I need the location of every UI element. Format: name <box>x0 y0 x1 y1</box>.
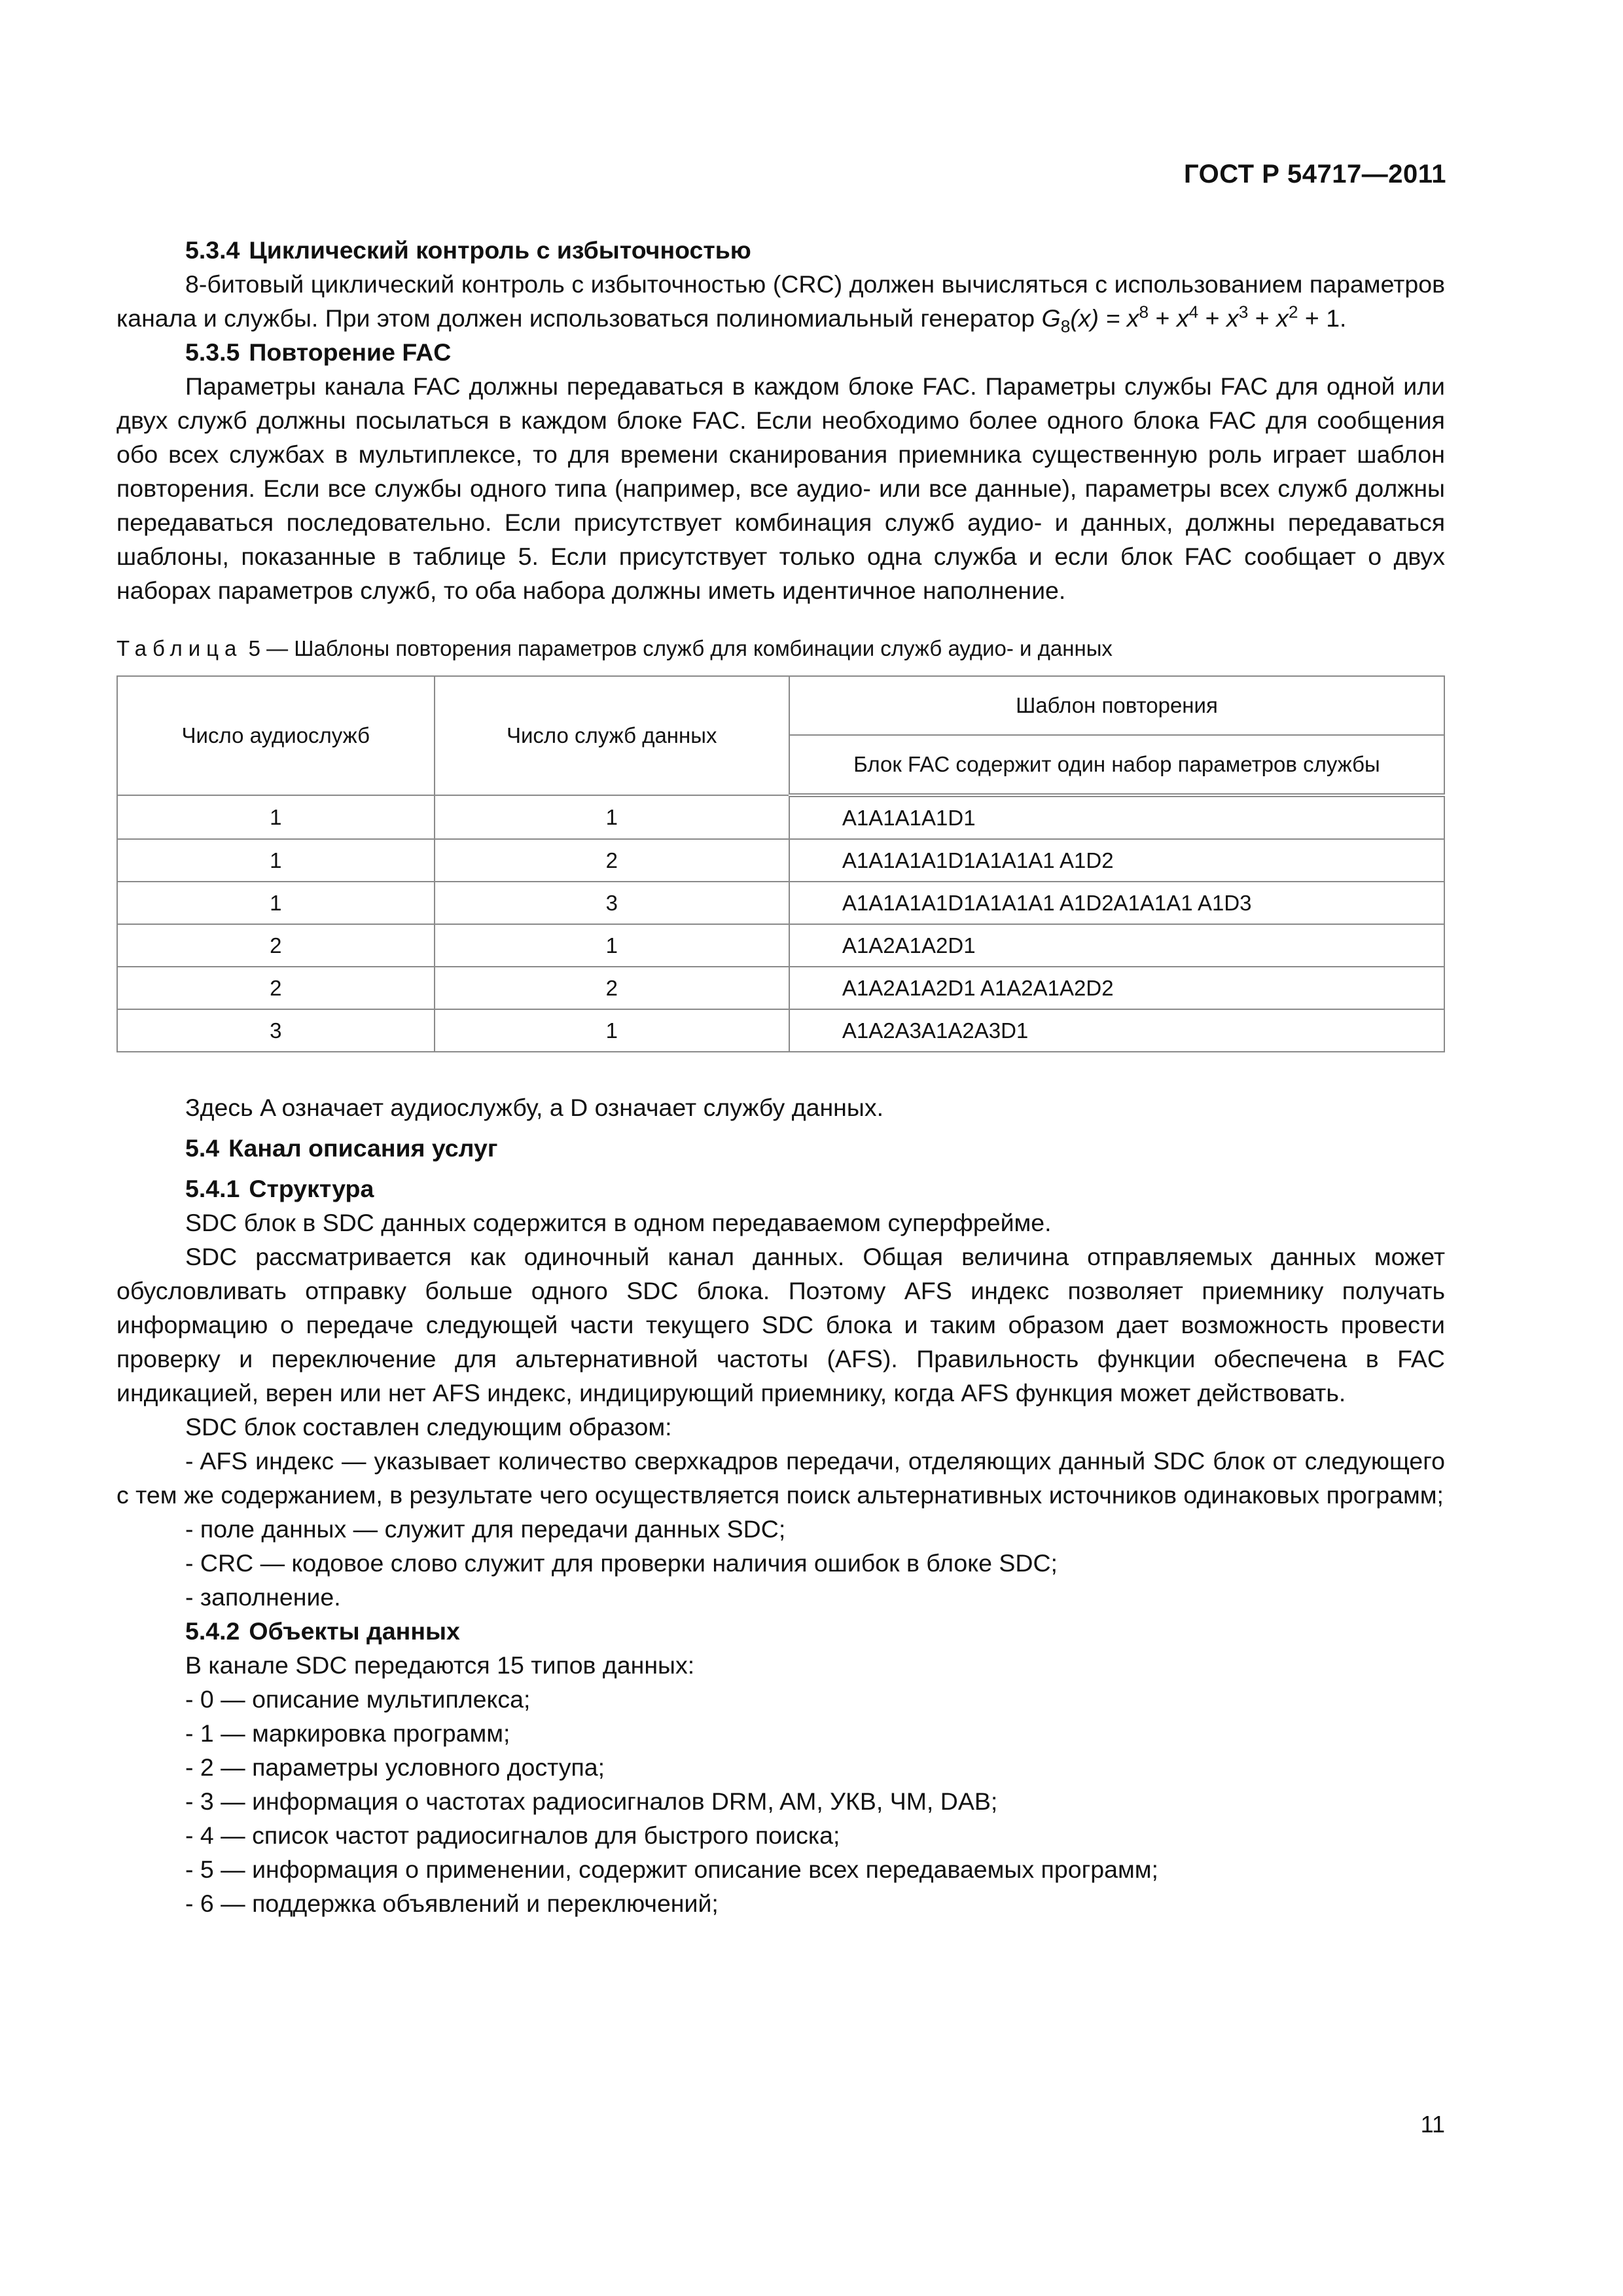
section-number: 5.4.2 <box>185 1617 240 1645</box>
cell-audio-count: 3 <box>117 1009 435 1052</box>
paragraph-data-types-intro: В канале SDC передаются 15 типов данных: <box>185 1651 695 1679</box>
section-heading-5-3-4 <box>116 233 1445 267</box>
cell-audio-count: 1 <box>117 795 435 839</box>
cell-data-count: 1 <box>435 795 789 839</box>
table-row <box>117 795 1444 839</box>
table-row <box>117 839 1444 882</box>
paragraph-fac-repetition: Параметры канала FAC должны передаваться в каждом блоке FAC. Параметры службы FAC для одной или двух служб должны посылаться в каждом блоке FAC. Если необходимо более одного блока FAC для сообщения обо всех службах в мультиплексе, то для времени сканирования приемника существенную роль играет шаблон повторения. Если все службы одного типа (например, все аудио- или все данные), параметры всех служб должны передаваться последовательно. Если присутствует комбинация служб аудио- и данных, должны передаваться шаблоны, показанные в таблице 5. Если присутствует только одна служба и если блок FAC сообщает о двух наборах параметров служб, то оба набора должны иметь идентичное наполнение. <box>116 372 1445 604</box>
column-header-pattern: Шаблон повторения <box>789 676 1444 735</box>
cell-data-count: 3 <box>435 882 789 924</box>
list-item: - заполнение. <box>185 1583 341 1611</box>
section-heading-5-3-5 <box>116 335 1445 369</box>
standard-designation: ГОСТ Р 54717—2011 <box>1184 160 1446 188</box>
section-heading-5-4-1 <box>116 1172 1445 1206</box>
section-title: Повторение FAC <box>249 338 452 366</box>
list-item: - 6 — поддержка объявлений и переключений; <box>185 1890 719 1917</box>
paragraph-sdc-composition: SDC блок составлен следующим образом: <box>185 1413 672 1441</box>
list-item: - 4 — список частот радиосигналов для быстрого поиска; <box>185 1821 840 1849</box>
column-subheader-pattern: Блок FAC содержит один набор параметров службы <box>789 735 1444 795</box>
cell-audio-count: 1 <box>117 839 435 882</box>
polynomial-formula: $G_8(x) = x^8 + x^4 + x^3 + x^2 + 1$. <box>1041 302 1347 336</box>
post-table-content <box>116 1090 1445 1920</box>
section-title: Канал описания услуг <box>228 1134 498 1162</box>
cell-pattern: A1A1A1A1D1A1A1A1 A1D2A1A1A1 A1D3 <box>789 882 1444 924</box>
page-number: 11 <box>1420 2111 1445 2138</box>
list-item: - 1 — маркировка программ; <box>185 1719 510 1747</box>
table-row <box>117 924 1444 967</box>
paragraph-crc <box>116 267 1445 335</box>
section-title: Структура <box>249 1175 374 1202</box>
table-row <box>117 967 1444 1009</box>
cell-pattern: A1A1A1A1D1A1A1A1 A1D2 <box>789 839 1444 882</box>
table-caption-number: 5 <box>248 636 260 660</box>
list-item: - AFS индекс — указывает количество сверхкадров передачи, отделяющих данный SDC блок от следующего с тем же содержанием, в результате чего осуществляется поиск альтернативных источников одинаковых программ; <box>116 1447 1445 1509</box>
list-item: - 0 — описание мультиплекса; <box>185 1685 531 1713</box>
column-header-audio: Число аудиослужб <box>117 676 435 795</box>
section-heading-5-4 <box>116 1131 1445 1165</box>
list-item: - CRC — кодовое слово служит для проверки наличия ошибок в блоке SDC; <box>185 1549 1058 1577</box>
cell-data-count: 1 <box>435 1009 789 1052</box>
cell-pattern: A1A1A1A1D1 <box>789 795 1444 839</box>
cell-audio-count: 1 <box>117 882 435 924</box>
paragraph-sdc-channel: SDC рассматривается как одиночный канал данных. Общая величина отправляемых данных может обусловливать отправку больше одного SDC блока. Поэтому AFS индекс позволяет приемнику получать информацию о передаче следующей части текущего SDC блока и таким образом дает возможность провести проверку и переключение для альтернативной частоты (AFS). Правильность функции обеспечена в FAC индикацией, верен или нет AFS индекс, индицирующий приемнику, когда AFS функция может действовать. <box>116 1243 1445 1407</box>
column-header-data: Число служб данных <box>435 676 789 795</box>
section-heading-5-4-2 <box>116 1614 1445 1648</box>
cell-pattern: A1A2A1A2D1 <box>789 924 1444 967</box>
list-item: - поле данных — служит для передачи данных SDC; <box>185 1515 786 1543</box>
table-row <box>117 1009 1444 1052</box>
cell-data-count: 2 <box>435 967 789 1009</box>
section-number: 5.3.5 <box>185 338 240 366</box>
paragraph-sdc-block: SDC блок в SDC данных содержится в одном передаваемом суперфрейме. <box>185 1209 1052 1236</box>
repetition-patterns-table <box>116 675 1445 1052</box>
cell-data-count: 1 <box>435 924 789 967</box>
table-note: Здесь A означает аудиослужбу, а D означает службу данных. <box>185 1094 883 1121</box>
page-content <box>116 233 1445 1920</box>
section-title: Циклический контроль с избыточностью <box>249 236 751 264</box>
list-item: - 5 — информация о применении, содержит описание всех передаваемых программ; <box>185 1856 1158 1883</box>
section-number: 5.4 <box>185 1134 220 1162</box>
paragraph-text: 8-битовый циклический контроль с избыточностью (CRC) должен вычисляться с использованием параметров канала и службы. При этом должен использоваться полиномиальный генератор <box>116 270 1445 332</box>
cell-pattern: A1A2A3A1A2A3D1 <box>789 1009 1444 1052</box>
table-caption-text: — Шаблоны повторения параметров служб для комбинации служб аудио- и данных <box>266 636 1113 660</box>
table-caption-label: Таблица <box>116 636 243 660</box>
list-item: - 3 — информация о частотах радиосигналов DRM, AM, УКВ, ЧМ, DAB; <box>185 1787 998 1815</box>
table-row <box>117 882 1444 924</box>
cell-audio-count: 2 <box>117 924 435 967</box>
section-number: 5.4.1 <box>185 1175 240 1202</box>
section-number: 5.3.4 <box>185 236 240 264</box>
cell-audio-count: 2 <box>117 967 435 1009</box>
section-title: Объекты данных <box>249 1617 460 1645</box>
table-caption <box>116 634 1445 664</box>
list-item: - 2 — параметры условного доступа; <box>185 1753 605 1781</box>
cell-pattern: A1A2A1A2D1 A1A2A1A2D2 <box>789 967 1444 1009</box>
cell-data-count: 2 <box>435 839 789 882</box>
